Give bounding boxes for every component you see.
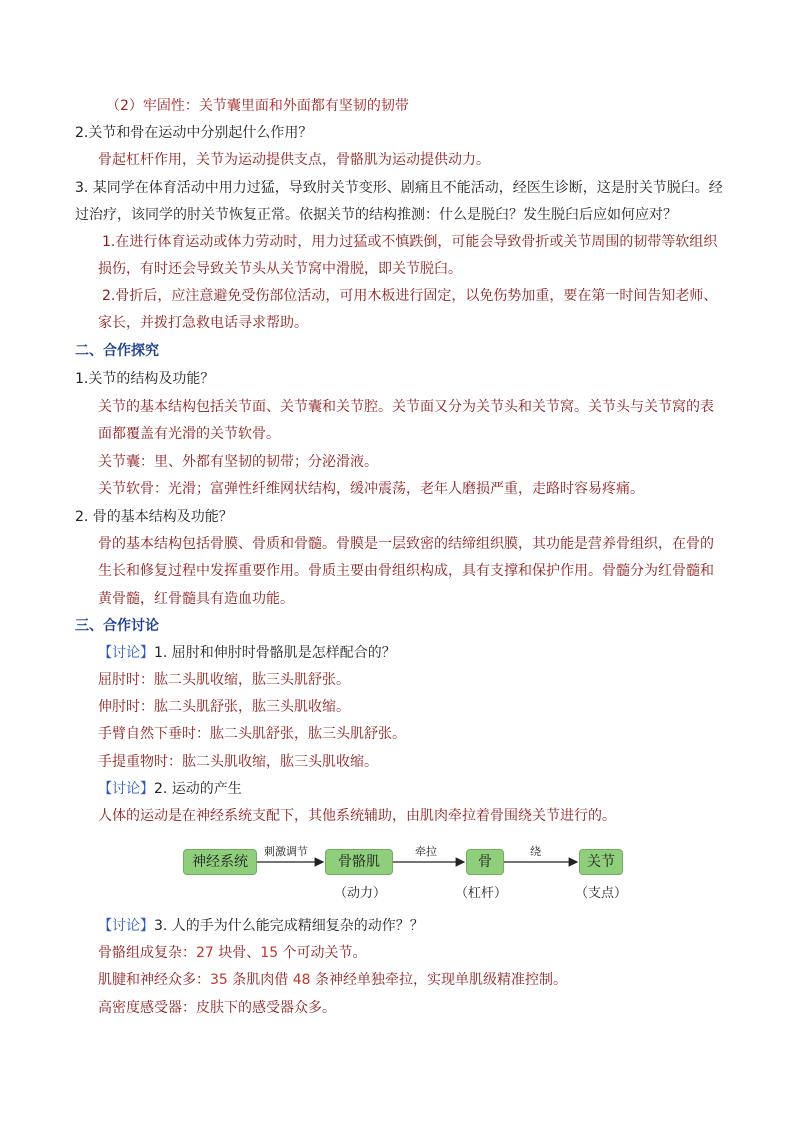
discussion-1-answer-b: 伸肘时：肱二头肌舒张，肱三头肌收缩。 (98, 699, 350, 715)
answer-bone-c: 黄骨髓，红骨髓具有造血功能。 (98, 591, 294, 607)
discussion-3-answer-b (98, 970, 567, 990)
line-1: （2）牢固性：关节囊里面和外面都有坚韧的韧带 (106, 98, 409, 114)
answer-3a: 1.在进行体育运动或体力劳动时，用力过猛或不慎跌倒，可能会导致骨折或关节周围的韧带等软组织 (102, 234, 718, 250)
section-heading-2: 二、合作探究 (75, 343, 159, 359)
sub-label-joint: （支点） (575, 886, 628, 901)
discussion-tag: 【讨论】 (98, 918, 154, 934)
number: 48 (292, 972, 311, 988)
text: 条神经单独牵拉，实现单肌级精准控制。 (310, 972, 568, 988)
sub-label-muscle: （动力） (334, 886, 387, 901)
question-3b: 过治疗，该同学的肘关节恢复正常。依据关节的结构推测：什么是脱臼？发生脱臼后应如何应对？ (75, 207, 677, 223)
question-2: 2.关节和骨在运动中分别起什么作用？ (75, 125, 313, 141)
number: 35 (210, 972, 228, 988)
number: 15 (260, 945, 279, 961)
question-3a: 3. 某同学在体育活动中用力过猛，导致肘关节变形、剧痛且不能活动，经医生诊断，这是肘关节脱臼。经 (75, 180, 723, 196)
text: 骨骼组成复杂： (98, 945, 196, 961)
question-joint: 1.关节的结构及功能？ (75, 371, 215, 387)
discussion-1-answer-d: 手提重物时：肱二头肌收缩，肱三头肌收缩。 (98, 754, 378, 770)
sub-label-bone: （杠杆） (455, 886, 508, 901)
answer-3c: 2.骨折后，应注意避免受伤部位活动，可用木板进行固定，以免伤势加重，要在第一时间告知老师、 (102, 288, 718, 304)
discussion-1-answer-c: 手臂自然下垂时：肱二头肌舒张，肱三头肌舒张。 (98, 726, 406, 742)
arrow-2-label: 牵拉 (415, 845, 437, 858)
box-nervous-system: 神经系统 (183, 849, 257, 875)
discussion-question: 3. 人的手为什么能完成精细复杂的动作？？ (154, 918, 424, 934)
discussion-question: 1. 屈肘和伸肘时骨骼肌是怎样配合的？ (154, 645, 396, 661)
discussion-tag: 【讨论】 (98, 645, 154, 661)
discussion-3 (98, 916, 424, 936)
answer-joint-d: 关节软骨：光滑；富弹性纤维网状结构，缓冲震荡，老年人磨损严重，走路时容易疼痛。 (98, 481, 644, 497)
section-heading-3: 三、合作讨论 (75, 618, 159, 634)
text: 块骨、 (213, 945, 261, 961)
discussion-tag: 【讨论】 (98, 781, 154, 797)
answer-joint-c: 关节囊：里、外都有坚韧的韧带；分泌滑液。 (98, 454, 378, 470)
text: 条肌肉借 (227, 972, 293, 988)
answer-bone-a: 骨的基本结构包括骨膜、骨质和骨髓。骨膜是一层致密的结缔组织膜，其功能是营养骨组织，在骨的 (98, 536, 714, 552)
discussion-question: 2. 运动的产生 (154, 781, 242, 797)
discussion-3-answer-a (98, 943, 367, 963)
question-bone: 2. 骨的基本结构及功能？ (75, 509, 233, 525)
answer-3b: 损伤，有时还会导致关节头从关节窝中滑脱，即关节脱臼。 (98, 261, 462, 277)
discussion-3-answer-c: 高密度感受器：皮肤下的感受器众多。 (98, 1000, 336, 1016)
answer-2: 骨起杠杆作用，关节为运动提供支点，骨骼肌为运动提供动力。 (98, 152, 490, 168)
box-bone: 骨 (466, 849, 504, 875)
answer-joint-b: 面都覆盖有光滑的关节软骨。 (98, 426, 280, 442)
arrow-1-label: 刺激调节 (264, 845, 308, 858)
discussion-2-answer: 人体的运动是在神经系统支配下，其他系统辅助，由肌肉牵拉着骨围绕关节进行的。 (98, 808, 616, 824)
text: 个可动关节。 (278, 945, 367, 961)
text: 肌腱和神经众多： (98, 972, 210, 988)
box-joint: 关节 (579, 849, 623, 875)
answer-bone-b: 生长和修复过程中发挥重要作用。骨质主要由骨组织构成，具有支撑和保护作用。骨髓分为红骨髓和 (98, 563, 714, 579)
answer-3d: 家长，并拨打急救电话寻求帮助。 (98, 315, 308, 331)
box-skeletal-muscle: 骨骼肌 (325, 849, 393, 875)
answer-joint-a: 关节的基本结构包括关节面、关节囊和关节腔。关节面又分为关节头和关节窝。关节头与关节窝的表 (98, 399, 714, 415)
arrow-3-label: 绕 (530, 845, 541, 858)
number: 27 (196, 945, 214, 961)
discussion-1-answer-a: 屈肘时：肱二头肌收缩，肱三头肌舒张。 (98, 672, 350, 688)
